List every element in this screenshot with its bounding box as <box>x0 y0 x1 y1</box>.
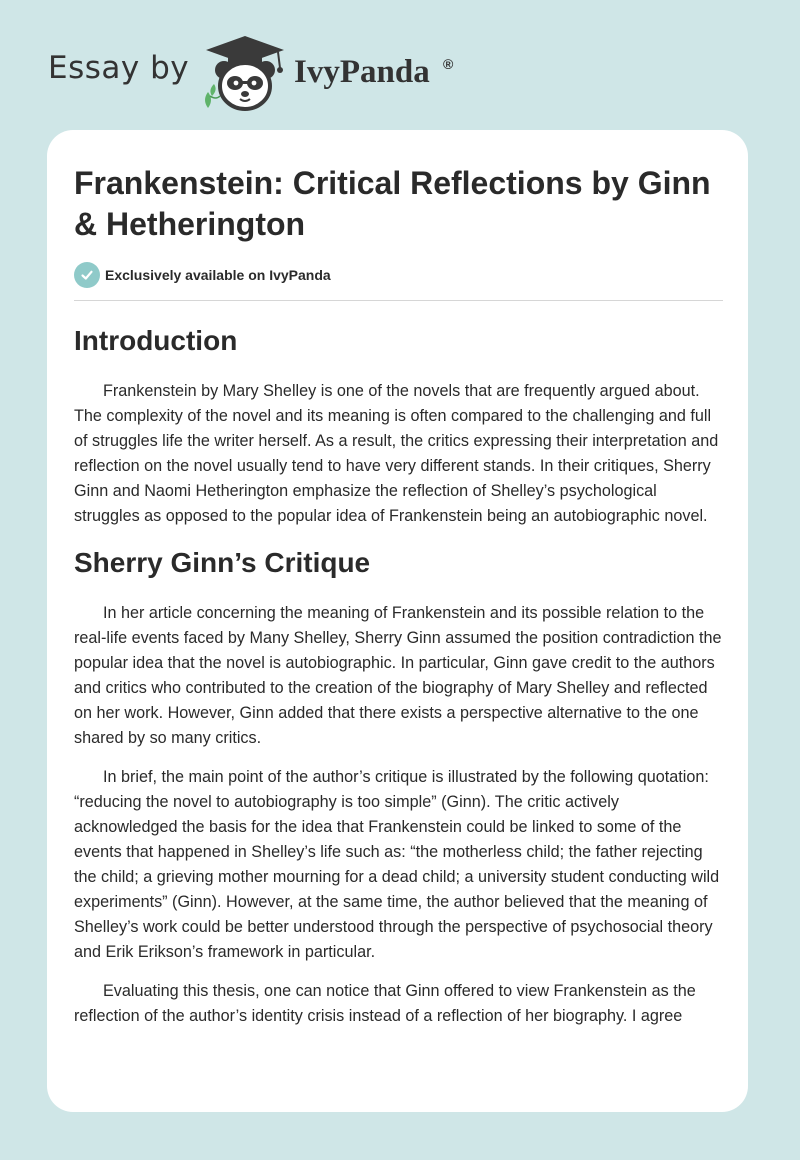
exclusive-badge-label: Exclusively available on IvyPanda <box>105 267 331 283</box>
paragraph: Frankenstein by Mary Shelley is one of the novels that are frequently argued about. The complexity of the novel and its meaning is often compared to the challenging and full of struggles life the writer herself. As a result, the critics expressing their interpretation and reflection on the novel usually tend to have very different stands. In their critiques, Sherry Ginn and Naomi Hetherington emphasize the reflection of Shelley’s psychological struggles as opposed to the popular idea of Frankenstein being an autobiographic novel. <box>74 382 719 525</box>
exclusive-badge <box>74 261 723 289</box>
paragraph: In brief, the main point of the author’s critique is illustrated by the following quotation: “reducing the novel to autobiography is too simple” (Ginn). The critic actively acknowledged the basis for the idea that Frankenstein could be linked to some of the events that happened in Shelley’s life such as: “the motherless child; the father rejecting the child; a grieving mother mourning for a dead child; a university student conducting wild experiments” (Ginn). However, at the same time, the author believed that the meaning of Shelley’s work could be better understood through the perspective of psychosocial theory and Erik Erikson’s framework in particular. <box>74 768 720 961</box>
check-circle-icon <box>74 262 100 288</box>
section-heading-introduction: Introduction <box>74 325 238 356</box>
registered-mark: ® <box>443 56 454 72</box>
paragraph: In her article concerning the meaning of Frankenstein and its possible relation to the real-life events faced by Many Shelley, Sherry Ginn assumed the position contradiction the popular idea that the novel is autobiographic. In particular, Ginn gave credit to the authors and critics who contributed to the creation of the biography of Mary Shelley and reflected on her work. However, Ginn added that there exists a perspective alternative to the one shared by so many critics. <box>74 604 722 747</box>
essay-content <box>74 130 723 1029</box>
essay-by-label: Essay by <box>48 50 190 86</box>
ivypanda-panda-logo-icon[interactable] <box>200 34 290 112</box>
title-divider <box>74 300 723 301</box>
essay-card <box>47 130 748 1112</box>
site-header <box>0 0 800 130</box>
essay-title: Frankenstein: Critical Reflections by Ginn & Hetherington <box>74 165 711 242</box>
section-heading-ginn-critique: Sherry Ginn’s Critique <box>74 547 371 578</box>
paragraph: Evaluating this thesis, one can notice that Ginn offered to view Frankenstein as the reflection of the author’s identity crisis instead of a reflection of her biography. I agree <box>74 982 696 1025</box>
brand-name[interactable]: IvyPanda <box>294 54 430 90</box>
